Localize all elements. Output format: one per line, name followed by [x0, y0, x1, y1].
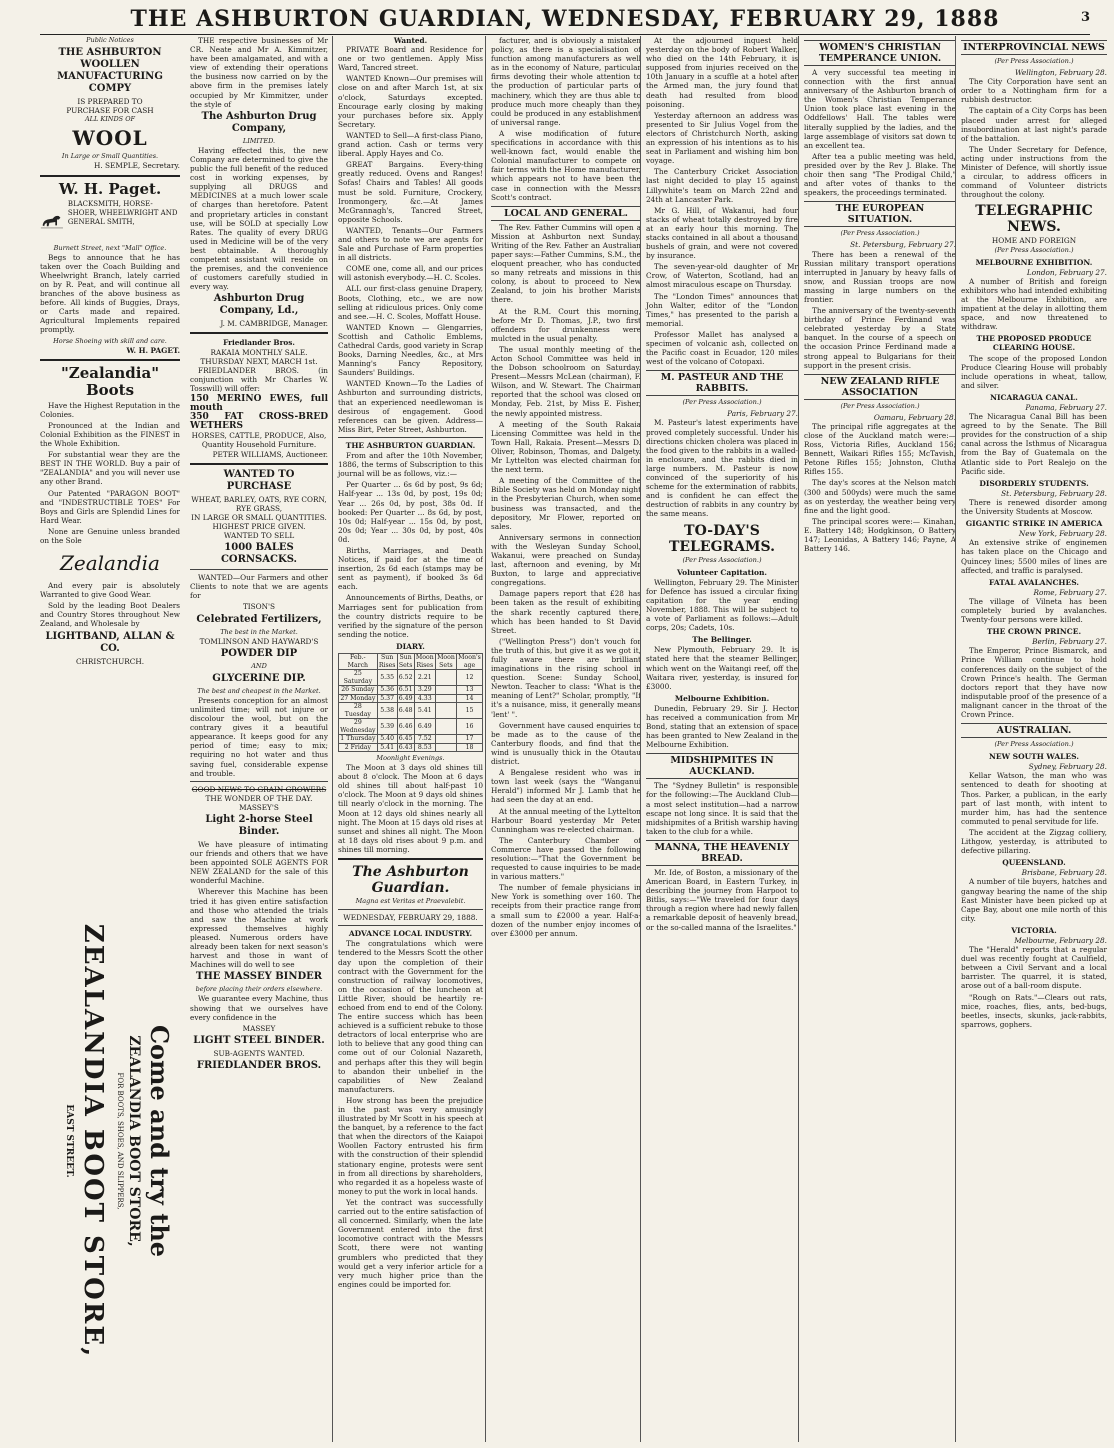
- qld-date: Brisbane, February 28.: [1021, 868, 1107, 878]
- zealandia-title: "Zealandia" Boots: [60, 363, 160, 399]
- zealandia-body-6: And every pair is absolutely Warranted to give Good Wear.: [40, 581, 180, 600]
- diary-cell: 6.51: [398, 686, 413, 693]
- pasteur-title: M. PASTEUR AND THE RABBITS.: [646, 370, 798, 396]
- diary-cell: 15: [457, 703, 483, 719]
- tison-market: The best in the Market.: [220, 627, 298, 636]
- european-dateline: St. Petersburg, February 27.: [850, 240, 956, 250]
- diary-row: [339, 703, 483, 719]
- local-item-6: Anniversary sermons in connection with the Wesleyan Sunday School, Wakanui, were preached on Sunday last, afternoon and evening, by Mr Buxton, to large and appreciative congregations.: [491, 532, 641, 588]
- news-p7: Professor Mallet has analysed a specimen of volcanic ash, collected on the Pacific coast in Ecuador, 120 miles west of the volcano of Cotopaxi.: [646, 329, 798, 367]
- australian-sub: (Per Press Association.): [994, 740, 1074, 749]
- diary-header-cell: Moon Sets: [437, 654, 455, 669]
- divider: [338, 437, 483, 438]
- diary-cell: 26 Sunday: [339, 686, 378, 695]
- diary-cell: [435, 670, 456, 686]
- manna-title: MANNA, THE HEAVENLY BREAD.: [646, 840, 798, 866]
- moonlight-body: The Moon at 3 days old shines till about 8 o'clock. The Moon at 6 days old shines till about half-past 10 o'clock. The Moon at 9 days old shines till nearly o'clock in the morning. The Moon at 12 days old shines nearly all night. The Moon at 15 days old rises at sunset and shines all night. The Moon at 18 days old rises about 9 p.m. and shines till morning.: [338, 763, 483, 854]
- woollen-company: THE ASHBURTON WOOLLEN MANUFACTURING COMPY: [57, 47, 163, 95]
- vertical-advert: [40, 846, 180, 1436]
- rifle-body-2: The day's scores at the Nelson match (300 and 500yds) were much the same as on yesterday, the weather being very fine and the light good.: [804, 478, 956, 515]
- wanted-1: PRIVATE Board and Residence for one or two gentlemen. Apply Miss Ward, Tancred street.: [338, 45, 483, 73]
- wanted-price: HIGHEST PRICE GIVEN.: [212, 521, 306, 531]
- rifle-title: NEW ZEALAND RIFLE ASSOCIATION: [804, 374, 956, 400]
- crown-body: The Emperor, Prince Bismarck, and Prince William continue to hold conferences daily on the subject of the Crown Prince's health. The German doctors report that they have now indisputable proof of the presence of a malignant cancer in the throat of the Crown Prince.: [961, 646, 1107, 719]
- vert-line-4: ZEALANDIA BOOT STORE,: [78, 923, 108, 1359]
- divider: [338, 909, 483, 910]
- guardian-dateline: WEDNESDAY, FEBRUARY 29, 1888.: [343, 913, 478, 923]
- divider: [338, 925, 483, 926]
- students-body: There is renewed disorder among the University Students at Moscow.: [961, 497, 1107, 517]
- woollen-purchase: PURCHASE FOR CASH: [66, 106, 154, 116]
- guardian-masthead: The Ashburton Guardian.: [352, 864, 469, 897]
- guardian-notes-2: Announcements of Births, Deaths, or Marriages sent for publication from the country districts require to be verified by the signature of the person sending the notice.: [338, 593, 483, 639]
- news-p1: At the adjourned inquest held yesterday on the body of Robert Walker, who died on the 14th February, it is supposed from injuries received on the 10th January in a scuffle at a hotel after the Armed man, the jury found that death had resulted from blood poisoning.: [646, 36, 798, 109]
- diary-header-cell: Feb.-March: [339, 654, 378, 670]
- woollen-lots: In Large or Small Quantities.: [61, 152, 159, 161]
- diary-cell: 8.53: [414, 743, 435, 752]
- diary-header-cell: Sun Sets: [398, 654, 413, 669]
- diary-cell: 6.46: [397, 719, 414, 735]
- avalanche-head: FATAL AVALANCHES.: [989, 577, 1079, 587]
- diary-cell: 2 Friday: [339, 743, 378, 752]
- leader-p3: Yet the contract was successfully carried out to the entire satisfaction of all concerned. Similarly, when the late Government entered into the first locomotive contract with the Messrs Scott, there were not wanting grumblers who predicted that they would get a very inferior article for a very much higher price than the engines could be imported for.: [338, 1197, 483, 1289]
- dip-and: AND: [251, 661, 267, 670]
- local-item-10: A Bengalese resident who was in town last week (says the "Wanganui Herald") informed Mr J. Lamb that he had seen the day at an end.: [491, 768, 641, 805]
- news-p5: The seven-year-old daughter of Mr Crow, of Waterton, Scotland, had an almost miraculous escape on Thursday.: [646, 262, 798, 290]
- glycerine-dip: GLYCERINE DIP.: [212, 672, 306, 684]
- woollen-wool: WOOL: [72, 126, 148, 151]
- leader-title: ADVANCE LOCAL INDUSTRY.: [348, 929, 473, 939]
- diary-header-cell: Sun Rises: [378, 654, 396, 669]
- paget-trades: BLACKSMITH, HORSE-SHOER, WHEELWRIGHT AND GENERAL SMITH,: [67, 199, 178, 226]
- drug-limited: LIMITED.: [242, 136, 276, 145]
- strike-head: GIGANTIC STRIKE IN AMERICA: [965, 519, 1103, 529]
- local-item-7: Damage papers report that £28 has been taken as the result of exhibiting the shark recently captured there, which has been handed to St David Street.: [491, 589, 641, 635]
- column-6: [798, 36, 956, 1442]
- wanted-5: WANTED, Tenants—Our Farmers and others to note we are agents for Sale and Purchase of Farm properties in all districts.: [338, 225, 483, 263]
- vic-body-2: "Rough on Rats."—Clears out rats, mice, roaches, flies, ants, bed-bugs, beetles, insects, skunks, jack-rabbits, sparrows, gophers.: [961, 992, 1107, 1029]
- leader-continued-2: A wise modification of future specifications in accordance with this well-known fact, would enable the Colonial manufacturer to compete on fair terms with the Home manufacturer, which appears not to have been the case in connection with the Messrs Scott's contract.: [491, 128, 641, 202]
- massey-before: before placing their orders elsewhere.: [195, 985, 323, 994]
- diary-header-cell: Moon's age: [458, 654, 481, 669]
- melbourne-body: Dunedin, February 29. Sir J. Hector has received a communication from Mr Bond, stating that an extension of space has been granted to New Zealand in the Melbourne Exhibition.: [646, 703, 798, 750]
- local-item-11: At the annual meeting of the Lyttelton Harbour Board yesterday Mr Peter Cunningham was re-elected chairman.: [491, 806, 641, 834]
- dip-best: The best and cheapest in the Market.: [197, 686, 321, 695]
- rifle-sub: (Per Press Association.): [840, 401, 920, 410]
- diary-cell: [435, 694, 456, 703]
- melbourne-head: Melbourne Exhibition.: [674, 693, 770, 703]
- diary-table: [338, 653, 483, 752]
- diary-cell: 6.48: [397, 703, 414, 719]
- interprovincial-body: The City Corporation have sent an order to a Nottingham firm for a rubbish destructor.: [961, 77, 1107, 105]
- diary-row: [339, 686, 483, 695]
- diary-cell: 4.33: [414, 694, 435, 703]
- diary-cell: 7.52: [414, 735, 435, 744]
- wanted-2: WANTED Known—Our premises will close on and after March 1st, at six o'clock, Saturdays excepted. Encourage early closing by making your purchases before six. Apply Secretary.: [338, 74, 483, 129]
- friedlander-lot-1: 150 MERINO EWES, full mouth: [190, 394, 328, 414]
- section-label: Public Notices: [86, 36, 134, 44]
- nicaragua-date: Panama, February 27.: [1025, 403, 1107, 412]
- diary-row: [339, 719, 483, 735]
- manna-body: Mr. Ide, of Boston, a missionary of the American Board, in Eastern Turkey, in describing the journey from Harpoot to Bitlis, says:—"We traveled for four days through a region where had newly fallen a remarkable deposit of heavenly bread, or the so-called manna of the Israelites.": [646, 867, 798, 932]
- massey-firm: FRIEDLANDER BROS.: [196, 1059, 322, 1071]
- rifle-body: The principal rifle aggregates at the close of the Auckland match were:— Ross, Victoria Rifles, Auckland 156; Bennett, Waikari Rifles 155; McTavish, Petone Rifles 155; Johnston, Clutha Rifles 155.: [804, 421, 956, 477]
- midshipmites-body: The "Sydney Bulletin" is responsible for the following:—The Auckland Club—a most select institution—had a narrow escape not long since. It is said that the midshipmites of a British warship having taken to the club for a while.: [646, 781, 798, 836]
- powder-dip: POWDER DIP: [220, 647, 298, 659]
- guardian-motto: Magna est Veritas et Praevalebit.: [355, 897, 466, 906]
- diary-title: DIARY.: [396, 641, 425, 651]
- european-title: THE EUROPEAN SITUATION.: [804, 201, 956, 227]
- massey-name: MASSEY'S: [239, 802, 279, 812]
- masthead: [40, 6, 1090, 35]
- diary-cell: 5.37: [377, 694, 397, 703]
- clearing-head: THE PROPOSED PRODUCE CLEARING HOUSE.: [976, 334, 1092, 353]
- massey-sub: SUB-AGENTS WANTED.: [213, 1048, 305, 1058]
- friedlander-lot-2: 350 FAT CROSS-BRED WETHERS: [190, 412, 328, 432]
- drug-intro: THE respective businesses of Mr CR. Neate and Mr A. Kimmitzer, have been amalgamated, and with a view of extending their operations the business now carried on by the above firm in the premises lately occupied by Mr Kimmitzer, under the style of: [190, 36, 328, 109]
- massey-title: Light 2-horse Steel Binder.: [205, 814, 313, 837]
- bellinger-head: The Bellinger.: [692, 635, 752, 645]
- paget-sign: W. H. PAGET.: [126, 345, 180, 355]
- diary-cell: 5.35: [377, 670, 397, 686]
- column-2: [185, 36, 328, 1442]
- column-4: [485, 36, 641, 1442]
- diary-cell: 27 Monday: [340, 694, 376, 702]
- diary-cell: 28 Tuesday: [339, 703, 378, 719]
- australian-title: AUSTRALIAN.: [961, 723, 1107, 738]
- diary-body: [339, 670, 483, 752]
- diary-header-cell: Moon Rises: [415, 654, 434, 669]
- strike-body: An extensive strike of enginemen has taken place on the Chicago and Quincey lines; 5500 miles of lines are affected, and traffic is paralysed.: [961, 538, 1107, 575]
- local-item-1: The Rev. Father Cummins will open a Mission at Ashburton next Sunday. Writing of the Rev. Father an Australian paper says:—Father Cummins, S.M., the eloquent preacher, who has conducted so many retreats and missions in this colony, is about to proceed to New Zealand, to join his brother Marists there.: [491, 222, 641, 305]
- local-item-12: The Canterbury Chamber of Commerce have passed the following resolution:—"That the Government be requested to cause inquiries to be made in various matters.": [491, 835, 641, 882]
- pasteur-body: M. Pasteur's latest experiments have proved completely successful. Under his directions chicken cholera was placed in the food given to the rabbits in a walled-in enclosure, and the rabbits died in large numbers. M. Pasteur is now convinced of the superiority of his scheme for the extermination of rabbits, and is confident he can effect the destruction of rabbits in any country by the same means.: [646, 418, 798, 519]
- nsw-body: Kellar Watson, the man who was sentenced to death for shooting at Thos. Parker, a publican, in the early part of last month, with intent to murder him, has had the sentence commuted to penal servitude for life.: [961, 771, 1107, 826]
- local-item-8: ("Wellington Press") don't vouch for the truth of this, but give it as we got it, fully aware there are brilliant imaginations in the rising school in question. Scene: Sunday School, Newton. Teacher to class: "What is the meaning of Lent?" Scholar, promptly, "If it's a nuisance, miss, it generally means 'lent' ".: [491, 636, 641, 719]
- telegrams-title: TO-DAY'S TELEGRAMS.: [668, 522, 776, 555]
- guardian-notes: Births, Marriages, and Death Notices, if paid for at the time of insertion, 2s 6d each (stamps may be sent as payment), if booked 3s 6d each.: [338, 545, 483, 592]
- massey-body: We have pleasure of intimating our friends and others that we have been appointed SOLE AGENTS FOR NEW ZEALAND for the sale of this wonderful Machine.: [190, 840, 328, 886]
- tison-intro: WANTED—Our Farmers and other Clients to note that we are agents for: [190, 573, 328, 601]
- wanted-3: WANTED to Sell—A first-class Piano, grand action. Cash or terms very liberal. Apply Hayes and Co.: [338, 130, 483, 159]
- leader-p2: How strong has been the prejudice in the past was very amusingly illustrated by Mr Scott in his speech at the banquet, by a reference to the fact that when the directors of the Kaiapoi Woollen Factory entrusted his firm with the construction of their splendid stationary engine, protests were sent in from all directions by shareholders, who regarded it as a hopeless waste of money to put the work in local hands.: [338, 1095, 483, 1196]
- massey-header: GOOD NEWS TO GRAIN GROWERS: [191, 784, 327, 794]
- wctu-body-2: After tea a public meeting was held, presided over by the Rev J. Blake. The choir then sang "The Prodigal Child," and after votes of thanks to the speakers, the proceedings terminated.: [804, 151, 956, 198]
- qld-head: QUEENSLAND.: [1002, 858, 1066, 868]
- divider: [190, 569, 328, 570]
- column-7: [955, 36, 1107, 1442]
- diary-cell: 6.49: [398, 694, 413, 702]
- crown-head: THE CROWN PRINCE.: [986, 627, 1082, 637]
- diary-cell: 13: [457, 686, 483, 695]
- news-p6: The "London Times" announces that John Walter, editor of the "London Times," has presented to the parish a memorial.: [646, 291, 798, 328]
- nicaragua-body: The Nicaragua Canal Bill has been agreed to by the Senate. The Bill provides for the construction of a ship canal across the Isthmus of Nicaragua from the Bay of Guatemala on the Atlantic side to Port Realejo on the Pacific side.: [961, 412, 1107, 476]
- zealandia-body-2: Pronounced at the Indian and Colonial Exhibition as the FINEST in the Whole Exhibition.: [40, 420, 180, 449]
- diary-cell: 6.45: [398, 735, 413, 742]
- interprovincial-body-3: The Under Secretary for Defence, acting under instructions from the Minister of Defence, will shortly issue a circular, to address officers in command of Volunteer districts throughout the colony.: [961, 144, 1107, 200]
- melb-exhibition-date: London, February 27.: [1026, 267, 1107, 277]
- local-item-3: The usual monthly meeting of the Acton School Committee was held in the Dobson schoolroom on Saturday. Present—Messrs McLean (chairman), F. Wilson, and W. Stewart. The Chairman reported that the school was closed on Monday, Feb. 21st, by Miss E. Fisher, the newly appointed mistress.: [491, 344, 641, 418]
- news-p2: Yesterday afternoon an address was presented to Sir Julius Vogel from the electors of Christchurch North, asking an expression of his intentions as to his seat in Parliament and wishing him bon voyage.: [646, 110, 798, 166]
- wanted-purchase-title: WANTED TO PURCHASE: [223, 468, 295, 492]
- column-3: [332, 36, 483, 1442]
- zealandia-body-5: None are Genuine unless branded on the Sole: [40, 526, 180, 545]
- diary-cell: 6.43: [398, 743, 413, 751]
- rifle-body-3: The principal scores were:— Kinahan, E. Battery 148; Hodgkinson, O Battery 147; Leonidas, A Battery 146; Payne, A Battery 146.: [804, 516, 956, 554]
- diary-cell: 6.49: [414, 719, 435, 735]
- students-head: DISORDERLY STUDENTS.: [979, 478, 1089, 488]
- wanted-sacks: 1000 BALES CORNSACKS.: [220, 542, 298, 566]
- massey-body-2: Wherever this Machine has been tried it has given entire satisfaction and those who attended the trials and saw the Machine at work expressed themselves highly pleased. Numerous orders have already been taken for next season's harvest and those in want of Machines will do well to see: [190, 887, 328, 970]
- massey-wonder: THE WONDER OF THE DAY.: [205, 793, 313, 803]
- tison-title: Celebrated Fertilizers,: [196, 613, 322, 625]
- diary-cell: 5.36: [377, 686, 397, 695]
- clearing-body: The scope of the proposed London Produce Clearing House will probably include operations in wheat, tallow, and silver.: [961, 353, 1107, 390]
- dip-body: Presents conception for an almost unlimited time; will not injure or discolour the wool, but on the contrary gives it a beautiful appearance. It keeps good for any period of time; easy to mix; requiring no hot water and thus saving fuel, considerable expense and trouble.: [190, 695, 328, 778]
- leader-p1: The congratulations which were tendered to the Messrs Scott the other day upon the completion of their contract with the Government for the construction of railway locomotives, on the occasion of the luncheon at Little River, should be heartily re-echoed from end to end of the Colony. The entire success which has been achieved is a sufficient rebuke to those detractors of local enterprise who are loth to believe that any good thing can come out of our Colonial Nazareth, and perhaps after this they will begin to abandon their unbelief in the capabilities of New Zealand manufacturers.: [338, 939, 483, 1094]
- diary-row: [339, 735, 483, 744]
- drug-sign: J. M. CAMBRIDGE, Manager.: [220, 319, 328, 329]
- wanted-4: GREAT Bargains. Every-thing greatly reduced. Ovens and Ranges! Sofas! Chairs and Tables! All goods must be sold. Furniture, Crockery, Ironmongery, &c.—At James McGrannagh's, Tancred Street, opposite Schools.: [338, 160, 483, 224]
- diary-cell: 1 Thursday: [340, 735, 376, 742]
- capitation-body: Wellington, February 29. The Minister for Defence has issued a circular fixing capitation for the year ending November, 1888. This will be subject to a vote of Parliament as follows:—Adult corps, 20s; Cadets, 10s.: [646, 577, 798, 633]
- european-sub: (Per Press Association.): [840, 229, 920, 238]
- divider: [190, 463, 328, 465]
- friedlander-lot-3: HORSES, CATTLE, PRODUCE, Also, Quantity Household Furniture.: [191, 431, 327, 450]
- paget-address: Burnett Street, next "Mall" Office.: [53, 243, 167, 252]
- diary-cell: 6.52: [397, 670, 414, 686]
- friedlander-body: FRIEDLANDER BROS. (in conjunction with Mr Charles W. Tosswill) will offer:: [190, 365, 328, 393]
- vert-line-3: FOR BOOTS, SHOES, AND SLIPPERS,: [116, 1072, 124, 1210]
- divider: [338, 858, 483, 860]
- diary-cell: 5.41: [377, 743, 397, 752]
- paget-shoeing: Horse Shoeing with skill and care.: [53, 336, 167, 345]
- zealandia-body-7: Sold by the leading Boot Dealers and Country Stores throughout New Zealand, and Wholesale by: [40, 601, 180, 629]
- drug-body: Having effected this, the new Company are determined to give the public the full benefit of the reduced cost in working expenses, by supplying all DRUGS and MEDICINES at a much lower scale of charges than heretofore. Patent and proprietary articles in constant use, will be SOLD at specially Low Rates. The quality of every DRUG used in Medicine will be of the very best obtainable. A thoroughly competent assistant will reside on the premises, and the convenience of customers carefully studied in every way.: [190, 145, 328, 292]
- diary-cell: 17: [457, 735, 483, 744]
- students-date: St. Petersburg, February 28.: [1001, 488, 1107, 498]
- diary-row: [339, 670, 483, 686]
- wanted-9: WANTED Known—To the Ladies of Ashburton and surrounding districts, that an experienced needlewoman is desirous of engagement. Good references can be given. Address—Miss Birt, Peter Street, Ashburton.: [338, 379, 483, 434]
- telegraphic-sub-2: (Per Press Association.): [994, 245, 1074, 254]
- vic-body: The "Herald" reports that a regular duel was recently fought at Caulfield, between a Civil Servant and a local barrister. The quarrel, it is stated, arose out of a ball-room dispute.: [961, 945, 1107, 991]
- friedlander-date: THURSDAY NEXT, MARCH 1st.: [200, 356, 318, 366]
- drug-title: The Ashburton Drug Company,: [201, 110, 317, 134]
- diary-cell: 18: [457, 743, 483, 752]
- local-general-title: LOCAL AND GENERAL.: [491, 206, 641, 221]
- strike-date: New York, February 28.: [1018, 529, 1107, 539]
- massey-body-3: We guarantee every Machine, thus showing that we ourselves have every confidence in the: [190, 994, 328, 1022]
- moonlight-title: Moonlight Evenings.: [376, 754, 445, 762]
- guardian-terms-title: THE ASHBURTON GUARDIAN.: [345, 440, 476, 450]
- nsw-body-2: The accident at the Zigzag colliery, Lithgow, yesterday, is attributed to defective pillaring.: [961, 827, 1107, 856]
- pasteur-dateline: Paris, February 27.: [727, 409, 798, 419]
- zealandia-body-4: Our Patented "PARAGON BOOT" and "INDESTRUCTIBLE TOES" For Boys and Girls are Splendid Lines for Hard Wear.: [40, 488, 180, 525]
- woollen-sign: H. SEMPLE, Secretary.: [94, 161, 180, 171]
- leader-continued-1: facturer, and is obviously a mistaken policy, as there is a specialisation of function among manufacturers as well as in the economy of Nature, particular firms devoting their whole attention to the production of particular parts of machinery, which they are thus able to produce much more cheaply than they could be produced in any establishment of universal range.: [491, 36, 641, 127]
- wanted-6: COME one, come all, and our prices will astonish everybody.—H. C. Scoles.: [338, 264, 483, 283]
- wctu-body: A very successful tea meeting in connection with the first annual anniversary of the Ashburton branch of the Women's Christian Temperance Union took place last evening in the Oddfellows' Hall. The tables were literally supplied by the ladies, and the large assemblage of visitors sat down to an excellent tea.: [804, 68, 956, 150]
- wanted-section: Wanted.: [393, 36, 428, 45]
- diary-cell: 12: [457, 670, 483, 686]
- diary-cell: 2.21: [414, 670, 435, 686]
- diary-cell: 5.39: [377, 719, 397, 735]
- diary-cell: 25 Saturday: [339, 670, 378, 686]
- diary-cell: 29 Wednesday: [340, 719, 376, 734]
- massey-light: LIGHT STEEL BINDER.: [193, 1034, 325, 1046]
- diary-cell: 14: [457, 694, 483, 703]
- melb-exhibition-head: MELBOURNE EXHIBITION.: [975, 257, 1093, 267]
- interprovincial-sub: (Per Press Association.): [994, 57, 1074, 65]
- local-item-13: The number of female physicians in New York is something over 160. The receipts from their practice range from a small sum to £2000 a year. Half-a-dozen of the number enjoy incomes of over £3000 per annum.: [491, 883, 641, 938]
- capitation-head: Volunteer Capitation.: [676, 567, 768, 577]
- midshipmites-title: MIDSHIPMITES IN AUCKLAND.: [646, 753, 798, 779]
- nsw-date: Sydney, February 28.: [1028, 762, 1107, 772]
- horse-icon: [40, 200, 64, 244]
- guardian-terms-body: From and after the 10th November, 1886, the terms of Subscription to this journal will be as follows, viz.:—: [338, 451, 483, 479]
- avalanche-body: The village of Vilneta has been completely buried by avalanches. Twenty-four persons were killed.: [961, 596, 1107, 625]
- diary-row: [339, 694, 483, 703]
- rifle-dateline: Oamaru, February 28.: [873, 412, 956, 422]
- crown-date: Berlin, February 27.: [1032, 637, 1107, 647]
- local-item-5: A meeting of the Committee of the Bible Society was held on Monday night in the Presbyterian Church, when some business was transacted, and the depository, Mr Flower, reported on sales.: [491, 476, 641, 531]
- vert-line-5: EAST STREET.: [64, 1104, 74, 1178]
- european-body: There has been a renewal of the Russian military transport operations interrupted in January by heavy falls of snow, and Russian troops are now massing in large numbers on the frontier.: [804, 249, 956, 304]
- diary-cell: 5.38: [377, 703, 397, 719]
- divider: [190, 332, 328, 334]
- news-p3: The Canterbury Cricket Association last night decided to play 15 against Lillywhite's team on March 22nd and 24th at Lancaster Park.: [646, 167, 798, 204]
- diary-cell: [435, 735, 456, 744]
- wanted-sell: WANTED TO SELL: [223, 531, 295, 541]
- diary-header-row: [339, 654, 483, 670]
- tison-name: TISON'S: [242, 602, 276, 612]
- divider: [40, 175, 180, 177]
- tomlinson-name: TOMLINSON AND HAYWARD'S: [199, 636, 319, 646]
- nsw-head: NEW SOUTH WALES.: [989, 752, 1079, 762]
- page-number: 3: [1080, 10, 1090, 25]
- massey-binder: THE MASSEY BINDER: [195, 971, 323, 983]
- wanted-8: WANTED Known — Glengarries, Scottish and Catholic Emblems, Cathedral Cards, good variety in Scrap Books, Darning Needles, &c., at Mrs Manning's Fancy Repository, Saunders' Buildings.: [338, 322, 483, 378]
- vert-line-2: ZEALANDIA BOOT STORE,: [126, 1035, 142, 1247]
- interprovincial-dateline: Wellington, February 28.: [1015, 68, 1107, 78]
- diary-cell: 5.40: [377, 735, 397, 744]
- woollen-kinds: ALL KINDS OF: [84, 115, 136, 124]
- vic-date: Melbourne, February 28.: [1014, 935, 1107, 945]
- zealandia-body-1: Have the Highest Reputation in the Colonies.: [40, 400, 180, 419]
- nicaragua-head: NICARAGUA CANAL.: [990, 392, 1078, 402]
- zealandia-city: CHRISTCHURCH.: [75, 656, 145, 666]
- interprovincial-body-2: The captain of a City Corps has been placed under arrest for alleged insubordination at last night's parade of the battalion.: [961, 106, 1107, 143]
- diary-cell: 5.41: [414, 703, 435, 719]
- telegrams-sub: (Per Press Association.): [682, 555, 762, 564]
- zealandia-firm: LIGHTBAND, ALLAN & CO.: [45, 630, 175, 654]
- drug-title-2: Ashburton Drug Company, Ld.,: [213, 293, 305, 317]
- diary-cell: 16: [457, 719, 483, 735]
- wanted-items: WHEAT, BARLEY, OATS, RYE CORN, RYE GRASS,: [191, 494, 327, 513]
- wctu-title: WOMEN'S CHRISTIAN TEMPERANCE UNION.: [804, 40, 956, 66]
- diary-row: [339, 743, 483, 752]
- columns: [40, 36, 1107, 1442]
- diary-cell: [435, 703, 456, 719]
- divider: [40, 359, 180, 361]
- masthead-title: THE ASHBURTON GUARDIAN, WEDNESDAY, FEBRUARY 29, 1888: [130, 6, 1000, 32]
- european-body-2: The anniversary of the twenty-seventh birthday of Prince Ferdinand was celebrated yesterday by a State banquet. In the course of a speech on the occasion Prince Ferdinand made a strong appeal to Bulgarians for their support in the present crisis.: [804, 306, 956, 370]
- melb-exhibition-body: A number of British and foreign exhibitors who had intended exhibiting at the Melbourne Exhibition, are impatient at the delay in allotting them space, and now threatened to withdraw.: [961, 276, 1107, 332]
- guardian-rates: Per Quarter ... 6s 6d by post, 9s 6d; Half-year ... 13s 0d, by post, 19s 0d; Year ... 26s 0d, by post, 38s 0d. If booked: Per Quarter ... 8s 6d, by post, 10s 0d; Half-year ... 15s 0d, by post, 20s 0d; Year ... 30s 0d, by post, 40s 0d.: [338, 480, 483, 544]
- diary-cell: [435, 719, 456, 735]
- paget-block: [40, 200, 180, 244]
- paget-body: Begs to announce that he has taken over the Coach Building and Wheelwright Branch, lately carried on by R. Peat, and will continue all branches of the above business as before. All kinds of Buggies, Drays, or Carts made and repaired. Agricultural Implements repaired promptly.: [40, 252, 180, 335]
- wanted-7: ALL our first-class genuine Drapery, Boots, Clothing, etc., we are now selling at ridiculous prices. Only come and see.—H. C. Scoles, Moffatt House.: [338, 284, 483, 321]
- qld-body: A number of tile buyers, hatches and gangway bearing the name of the ship East Minister have been picked up at Cape Bay, about one mile north of this city.: [961, 877, 1107, 923]
- wanted-qty: IN LARGE OR SMALL QUANTITIES.: [191, 512, 327, 522]
- friedlander-sign: PETER WILLIAMS, Auctioneer.: [212, 449, 328, 459]
- diary-cell: 3.29: [414, 686, 435, 695]
- pasteur-sub: (Per Press Association.): [682, 398, 762, 407]
- massey-name-2: MASSEY: [242, 1023, 276, 1033]
- paget-name: W. H. Paget.: [58, 179, 162, 198]
- diary-cell: [435, 686, 456, 695]
- column-5: [640, 36, 798, 1442]
- zealandia-body-3: For substantial wear they are the BEST IN THE WORLD. Buy a pair of "ZEALANDIA" and you will never use any other Brand.: [40, 450, 180, 487]
- interprovincial-title: INTERPROVINCIAL NEWS: [961, 40, 1107, 55]
- local-item-2: At the R.M. Court this morning, before Mr D. Thomas, J.P., two first offenders for drunkenness were mulcted in the usual penalty.: [491, 306, 641, 343]
- friedlander-sale: RAKAIA MONTHLY SALE.: [210, 347, 308, 357]
- woollen-prepared: IS PREPARED TO: [77, 97, 143, 107]
- friedlander-title: Friedlander Bros.: [223, 338, 295, 348]
- telegraphic-sub-1: HOME AND FOREIGN: [991, 236, 1077, 246]
- bellinger-body: New Plymouth, February 29. It is stated here that the steamer Bellinger, which went on the Waitangi reef, off the Waitara river, yesterday, is insured for £3000.: [646, 645, 798, 691]
- avalanche-date: Rome, February 27.: [1033, 587, 1107, 597]
- divider: [190, 781, 328, 782]
- zealandia-brand-script: Zealandia: [60, 551, 160, 576]
- diary-cell: [435, 743, 456, 752]
- vic-head: VICTORIA.: [1011, 925, 1057, 935]
- local-item-4: A meeting of the South Rakaia Licensing Committee was held in the Town Hall, Rakaia. Present—Messrs D. Oliver, Robinson, Thomas, and Dalgety. Mr Lyttelton was elected chairman for the next term.: [491, 419, 641, 475]
- local-item-9: Government have caused enquiries to be made as to the cause of the Canterbury floods, and find that the wind is unusually thick in the Otautau district.: [491, 720, 641, 767]
- telegraphic-title: TELEGRAPHIC NEWS.: [975, 203, 1093, 236]
- vert-line-1: Come and try the: [145, 1024, 174, 1258]
- news-p4: Mr G. Hill, of Wakanui, had four stacks of wheat totally destroyed by fire at an early hour this morning. The stacks contained in all about a thousand bushels of grain, and were not covered by insurance.: [646, 205, 798, 261]
